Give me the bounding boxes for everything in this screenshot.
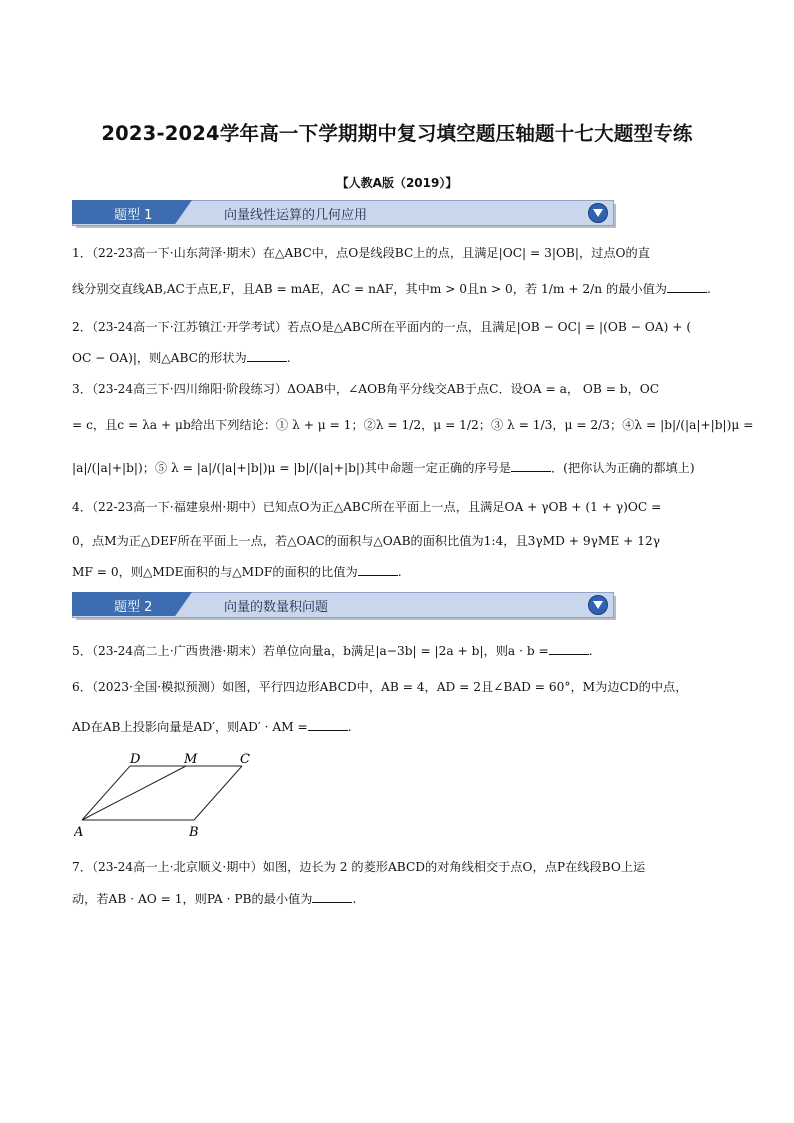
question-3-line-3 xyxy=(72,453,722,483)
question-7-line-1: 7．（23-24高一上·北京顺义·期中）如图，边长为 2 的菱形ABCD的对角线相交于点O，点P在线段BO上运 xyxy=(72,860,646,874)
point-label-d: D xyxy=(130,752,141,767)
document-subtitle: 【人教A版（2019）】 xyxy=(336,176,458,190)
section-header-2[interactable] xyxy=(72,592,614,618)
side-bc xyxy=(194,766,242,820)
question-5-line-1: 5．（23-24高二上·广西贵港·期末）若单位向量a，b满足|a−3b| = |2a + b|，则a · b = . xyxy=(72,644,593,658)
question-3-line-2: = c，且c = λa + μb给出下列结论：① λ + μ = 1；②λ = 1/2，μ = 1/2；③ λ = 1/3，μ = 2/3；④λ = |b|/(|a|+|b|)μ = xyxy=(72,418,754,432)
question-6-text: AD在AB上投影向量是AD′，则AD′ · AM = xyxy=(72,720,308,734)
question-5-text: 5．（23-24高二上·广西贵港·期末）若单位向量a，b满足|a−3b| = |2a + b|，则a · b = xyxy=(72,644,549,658)
answer-blank[interactable] xyxy=(312,892,352,903)
question-3-line-1: 3．（23-24高三下·四川绵阳·阶段练习）ΔOAB中，∠AOB角平分线交AB于点C．设OA = a， OB = b，OC xyxy=(72,382,660,396)
point-label-a: A xyxy=(74,825,84,840)
section-label: 题型 2 xyxy=(114,600,153,615)
question-1-line-1: 1．（22-23高一下·山东菏泽·期末）在△ABC中，点O是线段BC上的点，且满足|OC| = 3|OB|，过点O的直 xyxy=(72,246,650,260)
point-label-m: M xyxy=(184,752,198,767)
question-4-line-3: MF = 0，则△MDE面积的与△MDF的面积的比值为 . xyxy=(72,565,402,579)
answer-blank[interactable] xyxy=(549,644,589,655)
question-4-line-2: 0，点M为正△DEF所在平面上一点，若△OAC的面积与△OAB的面积比值为1:4，且3γMD + 9γME + 12γ xyxy=(72,534,661,548)
chevron-down-icon[interactable] xyxy=(588,595,608,615)
document-title: 2023-2024学年高一下学期期中复习填空题压轴题十七大题型专练 xyxy=(101,122,693,145)
answer-blank[interactable] xyxy=(511,461,551,472)
point-label-b: B xyxy=(189,825,199,840)
question-2-line-1: 2．（23-24高一下·江苏镇江·开学考试）若点O是△ABC所在平面内的一点，且满足|OB − OC| = |(OB − OA) + ( xyxy=(72,320,692,334)
section-topic: 向量的数量积问题 xyxy=(224,600,329,615)
answer-blank[interactable] xyxy=(358,565,398,576)
question-6-line-1: 6．（2023·全国·模拟预测）如图，平行四边形ABCD中，AB = 4，AD = 2且∠BAD = 60°，M为边CD的中点， xyxy=(72,680,688,694)
question-6-line-2: AD在AB上投影向量是AD′，则AD′ · AM = . xyxy=(72,720,352,734)
point-label-c: C xyxy=(240,752,250,767)
question-1-text: 线分别交直线AB,AC于点E,F，且AB = mAE，AC = nAF，其中m > 0且n > 0，若 1/m + 2/n 的最小值为 xyxy=(72,282,667,296)
chevron-down-icon[interactable] xyxy=(588,203,608,223)
side-ad xyxy=(82,766,130,820)
segment-am xyxy=(82,766,186,820)
parallelogram-figure xyxy=(74,752,264,842)
answer-blank[interactable] xyxy=(667,282,707,293)
question-2-text: OC − OA)|，则△ABC的形状为 xyxy=(72,351,247,365)
question-4-text: MF = 0，则△MDE面积的与△MDF的面积的比值为 xyxy=(72,565,358,579)
question-7-text: 动，若AB · AO = 1，则PA · PB的最小值为 xyxy=(72,892,313,906)
section-header-1[interactable] xyxy=(72,200,614,226)
section-topic: 向量线性运算的几何应用 xyxy=(224,208,368,223)
question-3-end: ．(把你认为正确的都填上) xyxy=(551,461,695,475)
question-1-line-2: 线分别交直线AB,AC于点E,F，且AB = mAE，AC = nAF，其中m > 0且n > 0，若 1/m + 2/n 的最小值为 . xyxy=(72,282,711,296)
question-7-line-2: 动，若AB · AO = 1，则PA · PB的最小值为 . xyxy=(72,892,357,906)
question-2-line-2: OC − OA)|，则△ABC的形状为 . xyxy=(72,351,291,365)
answer-blank[interactable] xyxy=(308,720,348,731)
answer-blank[interactable] xyxy=(247,351,287,362)
question-4-line-1: 4．（22-23高一下·福建泉州·期中）已知点O为正△ABC所在平面上一点，且满足OA + γOB + (1 + γ)OC = xyxy=(72,500,662,514)
section-label: 题型 1 xyxy=(114,208,153,223)
question-3-text: |a|/(|a|+|b|)；⑤ λ = |a|/(|a|+|b|)μ = |b|/(|a|+|b|)其中命题一定正确的序号是 xyxy=(72,461,511,475)
